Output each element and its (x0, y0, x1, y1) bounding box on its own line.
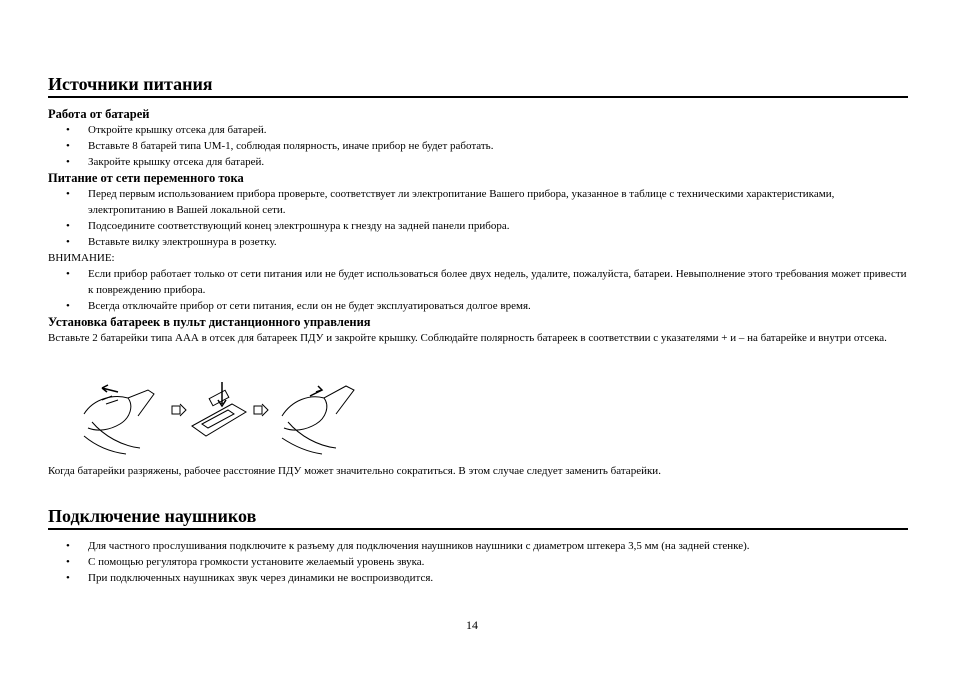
list-item: • С помощью регулятора громкости установите желаемый уровень звука. (48, 554, 908, 570)
headphones-list (48, 538, 908, 586)
ac-heading: Питание от сети переменного тока (48, 171, 244, 185)
page-number: 14 (466, 618, 478, 632)
list-item: • Вставьте 8 батарей типа UM-1, соблюдая полярность, иначе прибор не будет работать. (48, 138, 908, 154)
battery-section (48, 106, 908, 346)
illustration-svg-close (280, 376, 400, 458)
list-item: • При подключенных наушниках звук через динамики не воспроизводится. (48, 570, 908, 586)
list-item: • Всегда отключайте прибор от сети питания, если он не будет эксплуатироваться долгое время. (48, 298, 908, 314)
headphones-section (48, 538, 908, 586)
illustration-svg (82, 376, 282, 458)
list-item: • Подсоедините соответствующий конец электрошнура к гнезду на задней панели прибора. (48, 218, 908, 234)
battery-list (48, 122, 908, 170)
remote-text: Вставьте 2 батарейки типа ААА в отсек для батареек ПДУ и закройте крышку. Соблюдайте полярность батареек в соответствии с указателями + и – на батарейке и внутри отсека. (48, 332, 887, 344)
list-item: • Откройте крышку отсека для батарей. (48, 122, 908, 138)
warning-label: ВНИМАНИЕ: (48, 252, 115, 264)
list-item: • Вставьте вилку электрошнура в розетку. (48, 234, 908, 250)
remote-note: Когда батарейки разряжены, рабочее расстояние ПДУ может значительно сократиться. В этом случае следует заменить батарейки. (48, 465, 661, 477)
list-item: • Перед первым использованием прибора проверьте, соответствует ли электропитание Вашего прибора, указанное в таблице с техническими характеристиками, электропитанию в Вашей локальной сети. (48, 186, 908, 218)
section-title-headphones: Подключение наушников (48, 506, 908, 530)
list-item: • Если прибор работает только от сети питания или не будет использоваться более двух недель, удалите, пожалуйста, батареи. Невыполнение этого требования может привести к повреждению прибора. (48, 266, 908, 298)
list-item: • Закройте крышку отсека для батарей. (48, 154, 908, 170)
ac-list (48, 186, 908, 250)
warning-list (48, 266, 908, 314)
remote-heading: Установка батареек в пульт дистанционного управления (48, 315, 371, 329)
remote-battery-illustration (82, 376, 282, 458)
section-title-power: Источники питания (48, 74, 908, 98)
list-item: • Для частного прослушивания подключите к разъему для подключения наушников наушники с диаметром штекера 3,5 мм (на задней стенке). (48, 538, 908, 554)
remote-close-illustration (280, 376, 400, 458)
battery-heading: Работа от батарей (48, 107, 150, 121)
